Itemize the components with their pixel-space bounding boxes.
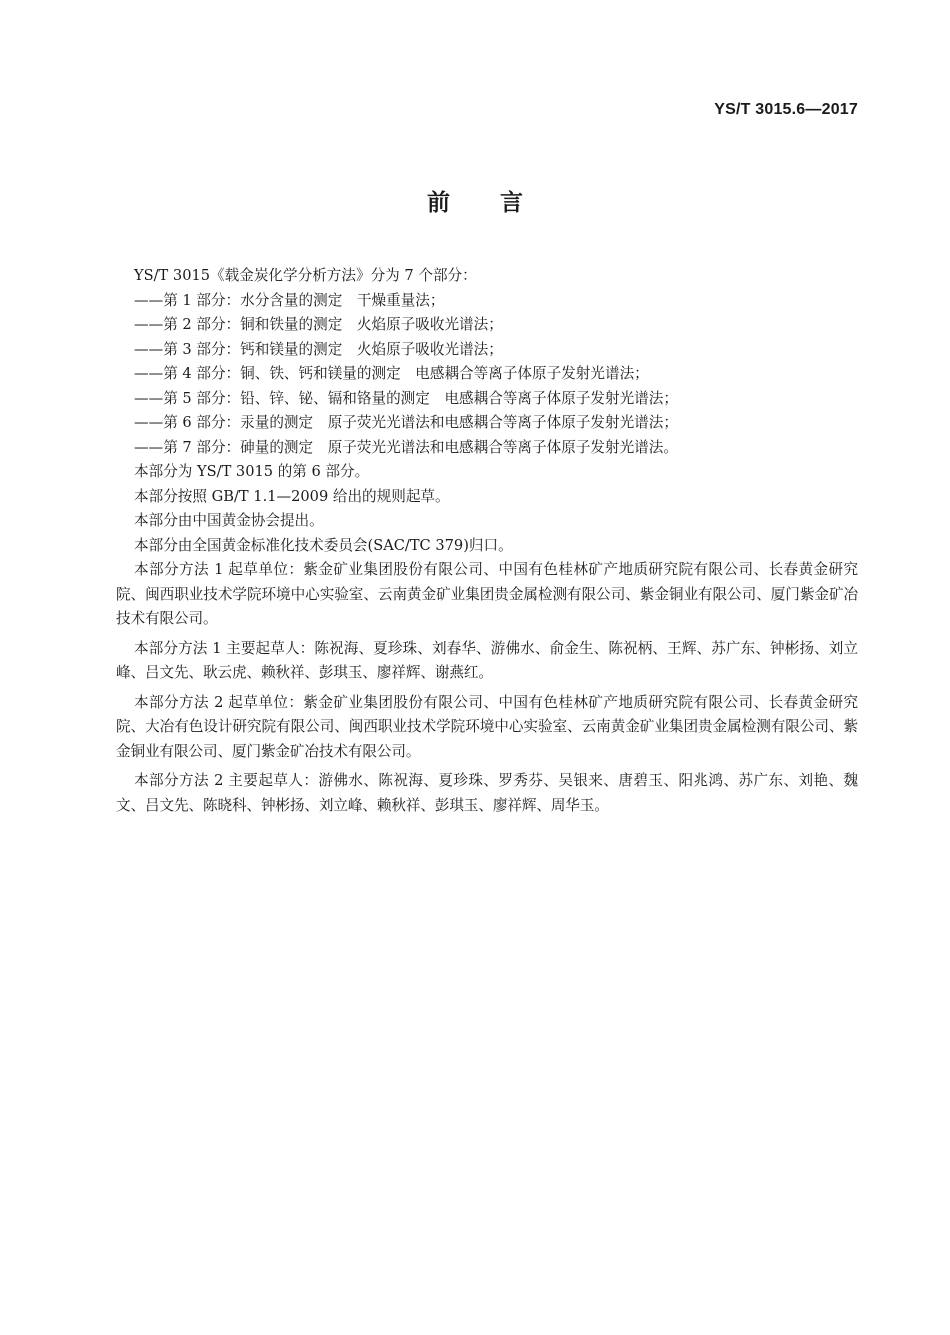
standard-number: YS/T 3015.6—2017: [714, 101, 858, 118]
part-statement: 本部分为 YS/T 3015 的第 6 部分。: [134, 463, 370, 480]
page-title: 前言: [427, 190, 573, 216]
proposer-statement: 本部分由中国黄金协会提出。: [134, 512, 324, 529]
part-list-item-2: ——第 2 部分：铜和铁量的测定 火焰原子吸收光谱法；: [134, 316, 503, 333]
method1-drafting-units: 本部分方法 1 起草单位：紫金矿业集团股份有限公司、中国有色桂林矿产地质研究院有限公司、长春黄金研究院、闽西职业技术学院环境中心实验室、云南黄金矿业集团贵金属检测有限公司、紫金铜业有限公司、厦门紫金矿冶技术有限公司。: [116, 561, 858, 627]
method2-drafting-units: 本部分方法 2 起草单位：紫金矿业集团股份有限公司、中国有色桂林矿产地质研究院有限公司、长春黄金研究院、大冶有色设计研究院有限公司、闽西职业技术学院环境中心实验室、云南黄金矿业集团贵金属检测有限公司、紫金铜业有限公司、厦门紫金矿冶技术有限公司。: [116, 693, 858, 760]
part-list-item-6: ——第 6 部分：汞量的测定 原子荧光光谱法和电感耦合等离子体原子发射光谱法；: [134, 414, 678, 431]
part-list-item-3: ——第 3 部分：钙和镁量的测定 火焰原子吸收光谱法；: [134, 340, 503, 358]
series-intro: YS/T 3015《载金炭化学分析方法》分为 7 个部分：: [134, 267, 477, 284]
part-list-item-4: ——第 4 部分：铜、铁、钙和镁量的测定 电感耦合等离子体原子发射光谱法；: [134, 365, 649, 382]
method2-drafters: 本部分方法 2 主要起草人：游佛水、陈祝海、夏珍珠、罗秀芬、吴银来、唐碧玉、阳兆鸿、苏广东、刘艳、魏文、吕文先、陈晓科、钟彬扬、刘立峰、赖秋祥、彭琪玉、廖祥辉、周华玉。: [116, 772, 858, 814]
drafting-rules-statement: 本部分按照 GB/T 1.1—2009 给出的规则起草。: [134, 487, 450, 505]
foreword-body: [116, 264, 858, 818]
committee-statement: 本部分由全国黄金标准化技术委员会(SAC/TC 379)归口。: [134, 536, 513, 554]
part-list-item-7: ——第 7 部分：砷量的测定 原子荧光光谱法和电感耦合等离子体原子发射光谱法。: [134, 438, 678, 456]
part-list-item-5: ——第 5 部分：铅、锌、铋、镉和铬量的测定 电感耦合等离子体原子发射光谱法；: [134, 389, 678, 407]
part-list-item-1: ——第 1 部分：水分含量的测定 干燥重量法；: [134, 291, 445, 309]
method1-drafters: 本部分方法 1 主要起草人：陈祝海、夏珍珠、刘春华、游佛水、俞金生、陈祝柄、王辉、苏广东、钟彬扬、刘立峰、吕文先、耿云虎、赖秋祥、彭琪玉、廖祥辉、谢燕红。: [116, 639, 858, 681]
